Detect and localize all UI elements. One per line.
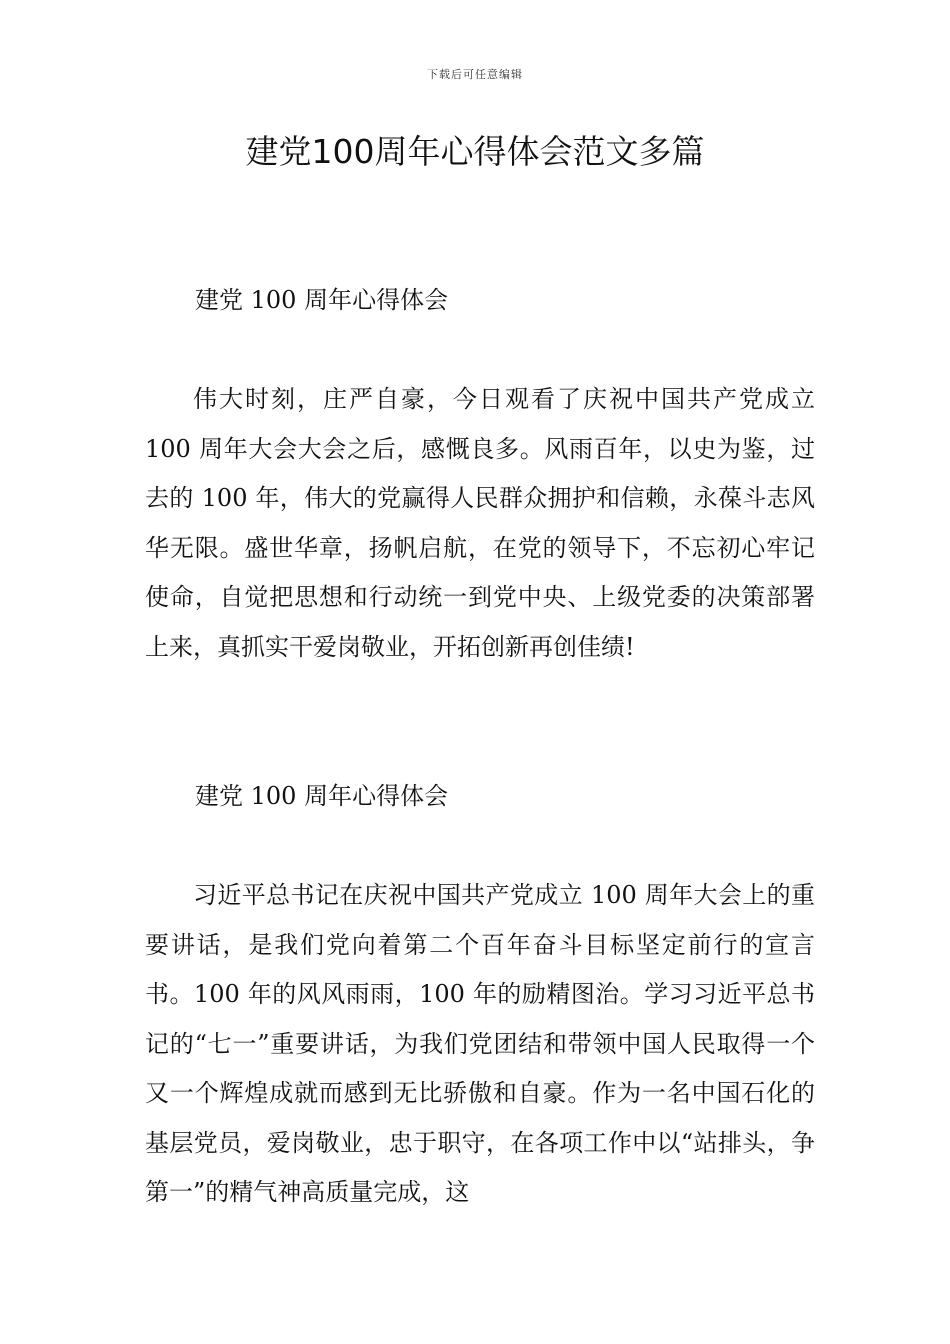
section-paragraph-2: 习近平总书记在庆祝中国共产党成立 100 周年大会上的重要讲话，是我们党向着第二个百年奋斗目标坚定前行的宣言书。100 年的风风雨雨，100 年的励精图治。学习习近平总书记的“七一”重要讲话，为我们党团结和带领中国人民取得一个又一个辉煌成就而感到无比骄傲和自豪。作为一名中国石化的基层党员，爱岗敬业，忠于职守，在各项工作中以“站排头，争第一”的精气神高质量完成，这 — [145, 881, 815, 1206]
header-note: 下载后可任意编辑 — [427, 68, 523, 81]
section-heading-2: 建党 100 周年心得体会 — [195, 782, 449, 810]
section-heading-1: 建党 100 周年心得体会 — [195, 286, 449, 314]
document-title: 建党100周年心得体会范文多篇 — [245, 132, 705, 171]
section-paragraph-1: 伟大时刻，庄严自豪，今日观看了庆祝中国共产党成立 100 周年大会大会之后，感慨良多。风雨百年，以史为鉴，过去的 100 年，伟大的党赢得人民群众拥护和信赖，永葆斗志风华无限。盛世华章，扬帆启航，在党的领导下，不忘初心牢记使命，自觉把思想和行动统一到党中央、上级党委的决策部署上来，真抓实干爱岗敬业，开拓创新再创佳绩! — [145, 385, 815, 661]
